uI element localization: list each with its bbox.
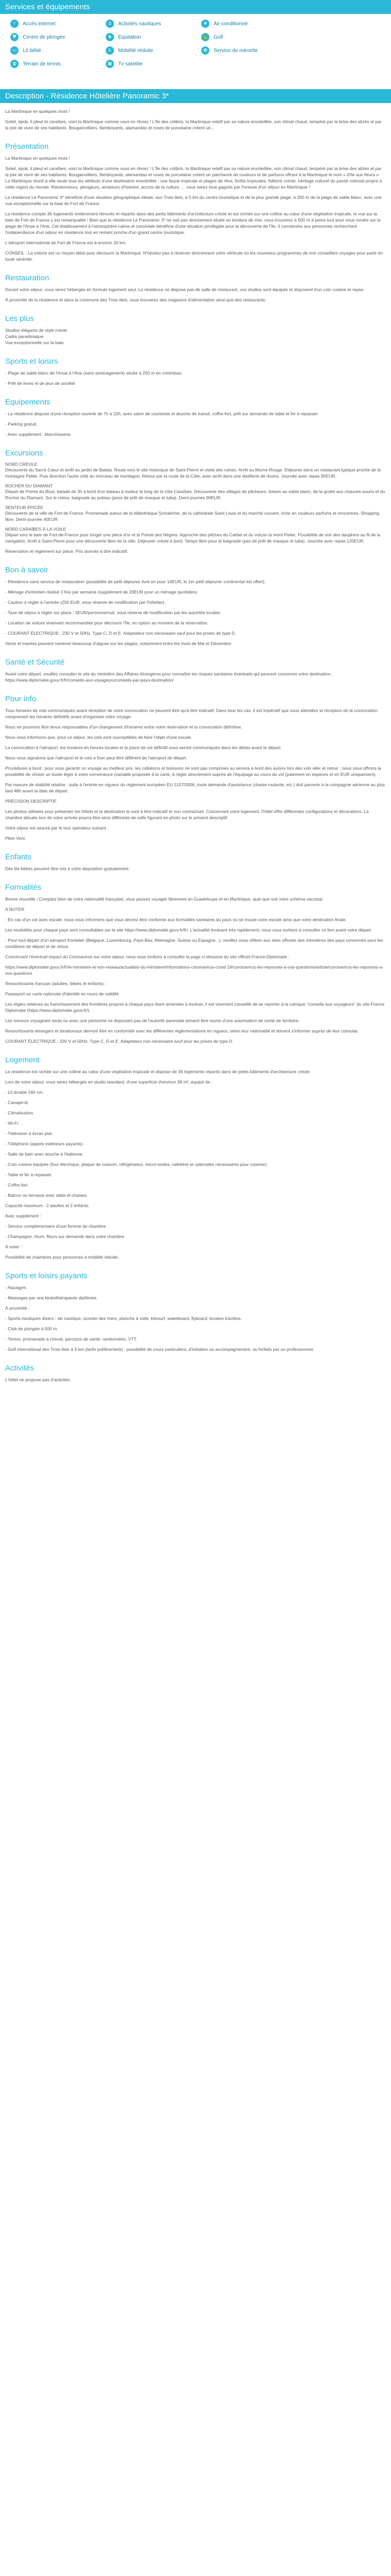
- info-paragraph: Tous horaires de vols communiqués avant réception de votre convocation ne peuvent être qu'à titre indicatif. Dans tous les cas, il est impératif que vous attendiez la réception de la convocation comprenant les horaires définitifs avant d'organiser votre voyage.: [5, 708, 378, 719]
- aircon-icon: ❄: [201, 20, 209, 28]
- excursions-section: [5, 462, 386, 554]
- logement-paragraph: - Balcon ou terrasse avec table et chaises.: [5, 1193, 88, 1198]
- equipment-item: [10, 19, 106, 28]
- excursion-heading: NORD CRÉOLE: [5, 462, 38, 467]
- equipements-title: Equipements: [5, 398, 51, 406]
- sports-payants-title: Sports et loisirs payants: [5, 1272, 88, 1280]
- equipment-label: Equitation: [118, 34, 141, 40]
- excursion-heading: NORD CARAÏBES À LA VOILE: [5, 527, 67, 532]
- formalites-paragraph: A NOTER: [5, 907, 25, 912]
- info-paragraph: Par mesure de stabilité relative : suite à l'entrée en vigueur du règlement européen EU 1107/2006, toute demande d'assistance (chaise roulante, etc.) doit parvenir à la compagnie aérienne au plus tard 48h avant la date de départ.: [5, 782, 385, 793]
- presentation-paragraph: CONSEIL : La voiture est un moyen idéal pour découvrir la Martinique. N'hésitez pas à réserver directement votre véhicule où les nouveaux programmes de nos conseillers voyages pour partir en toute sérénité.: [5, 250, 383, 262]
- housekeeping-icon: ✿: [201, 46, 209, 55]
- equipements-paragraph: - Parking gratuit.: [5, 421, 38, 427]
- sports_payants-paragraph: - Club de plongée à 500 m.: [5, 1326, 58, 1331]
- formalites-paragraph: - En cas d'un vol avec escale, nous vous informons que vous devrez être conforme aux formalités sanitaires du pays où se trouve votre escale ainsi que votre destination finale.: [5, 917, 347, 922]
- formalites-title: Formalités: [5, 883, 42, 892]
- activites-paragraph: L'hôtel ne propose pas d'activités.: [5, 1377, 71, 1382]
- logement-paragraph: - Téléphone (appels extérieurs payants).: [5, 1141, 84, 1146]
- logement-paragraph: - Télévision à écran plat.: [5, 1131, 53, 1136]
- equipment-item: [106, 19, 201, 28]
- bon-paragraph: - Ménage d'entretien réalisé 3 fois par semaine (supplément de 20EUR pour un ménage quotidien).: [5, 589, 198, 595]
- restauration-paragraph: À proximité de la résidence et dans la commune des Trois-Ilets, vous trouverez des magasins d'alimentation ainsi que des restaurants.: [5, 297, 267, 302]
- formalites-paragraph: Bonne nouvelle ! Comptez bien de votre nationalité française, vous pouvez voyager librement en Guadeloupe et en Martinique, quel que soit votre schéma vaccinal.: [5, 896, 324, 902]
- logement-paragraph: - Lit double 160 cm.: [5, 1090, 44, 1095]
- excursion-text: Réservation et règlement sur place. Prix donnés à titre indicatif.: [5, 549, 128, 554]
- intro-section: [5, 108, 386, 131]
- logement-paragraph: - Canapé-lit.: [5, 1100, 29, 1105]
- equipment-label: Accès internet: [23, 21, 56, 27]
- restauration-section: [5, 286, 386, 303]
- equipment-label: Service de ménette: [214, 47, 258, 54]
- formalites-paragraph: Ressortissants étrangers et binationaux devront être en conformité avec les différentes réglementations en vigueur, selon leur nationalité et doivent s'informer auprès de leur consulat.: [5, 1028, 359, 1033]
- intro-paragraph: La Martinique en quelques mots !: [5, 109, 70, 114]
- equipment-item: [106, 59, 201, 69]
- equipment-item: [201, 19, 297, 28]
- plus-item: Vue exceptionnelle sur la baie: [5, 340, 64, 345]
- logement-paragraph: Capacité maximum : 2 adultes et 2 enfants.: [5, 1203, 90, 1208]
- sports-title: Sports et loisirs: [5, 357, 58, 366]
- info-paragraph: Nous vous signalons que l'aéroport et le vols a fixer peut être différent de l'aéroport de départ.: [5, 755, 187, 760]
- logement-paragraph: - Wi-Fi.: [5, 1121, 20, 1126]
- equipements-paragraph: - Avec supplément : blanchisserie.: [5, 432, 72, 437]
- equipment-label: Centre de plongée: [23, 34, 66, 40]
- logement-paragraph: Possibilité de chambres pour personnes à mobilité réduite.: [5, 1255, 119, 1260]
- formalites-section: [5, 896, 386, 1044]
- equipment-list: [0, 14, 391, 78]
- description-content: [0, 103, 391, 1392]
- bon-paragraph: Vents et marées peuvent ramener beaucoup d'algues sur les plages, notamment entre les mois de Mai et Décembre.: [5, 641, 233, 646]
- formalites-paragraph: Les règles relatives au franchissement des frontières propres à chaque pays étant amenées à évoluer, il est vivement conseillé de se reporter à la rubrique "conseils aux voyageurs" du site France Diplomatie (https://www.diplomatie.gouv.fr/).: [5, 1002, 385, 1013]
- info-paragraph: Nous ne pourrons être tenus responsables d'un changement d'horaires entre votre réservation et la convocation définitive.: [5, 724, 242, 730]
- fitness-icon: ♥: [10, 33, 19, 41]
- logement-paragraph: À noter :: [5, 1244, 22, 1249]
- logement-paragraph: - Coffre-fort.: [5, 1182, 29, 1188]
- equipment-item: [10, 59, 106, 69]
- plus-item: Studios élégants de style créole: [5, 328, 68, 333]
- restauration-title: Restauration: [5, 274, 50, 282]
- activites-title: Activités: [5, 1364, 34, 1372]
- logement-paragraph: Avec supplément :: [5, 1213, 41, 1218]
- equipment-label: Terrain de tennis: [23, 61, 61, 67]
- info-paragraph: Procédures à bord : pour vous garantir un voyage au meilleur prix, les collations et boissons ne sont pas comprises au service à bord des avions lors des vols aller et retour ; nous vous offrons la possibilité de choisir un buste léger à votre convenance (variable proposée à la carte, à régler directement auprès de l'équipage au cours du vol (paiement en espèces et en EUR uniquement).: [5, 766, 381, 777]
- golf-icon: ⛳: [201, 33, 209, 41]
- bon-paragraph: - Taxe de séjour à régler sur place : 1EUR/personne/nuit, sous réserve de modification par les autorités locales.: [5, 610, 221, 615]
- excursion-heading: ROCHER DU DIAMANT: [5, 483, 53, 488]
- formalites-paragraph: https://www.diplomatie.gouv.fr/fr/le-ministere-et-son-reseau/actualites-du-ministere/informations-coronavirus-covid-19/coronavirus-les-reponses-a-vos-questions/article/coronavirus-les-reponses-a-vos-questions: [5, 964, 384, 976]
- plus-title: Les plus: [5, 314, 34, 323]
- logement-paragraph: - Champagne, rhum, fleurs sur demande dans votre chambre.: [5, 1234, 125, 1239]
- enfants-paragraph: Des lits bébés peuvent être mis à votre disposition gratuitement.: [5, 866, 130, 871]
- logement-paragraph: - Coin cuisine équipée (four électrique, plaque de cuisson, réfrigérateur, micro-ondes, cafetière et ustensiles nécessaires pour cuisiner).: [5, 1162, 268, 1167]
- logement-paragraph: La résidence est nichée sur une colline au cœur d'une végétation tropicale et dispose de 36 logements répartis dans de petits bâtiments d'architecture créole.: [5, 1069, 311, 1074]
- presentation-title: Présentation: [5, 142, 49, 151]
- equipment-label: Air conditionné: [214, 21, 248, 27]
- info-paragraph: Nous vous informons que, pour ce séjour, les vols sont susceptibles de faire l'objet d'une escale.: [5, 735, 192, 740]
- equipment-label: Golf: [214, 34, 223, 40]
- info-paragraph: Votre séjour est assuré par le tour opérateur suivant :: [5, 825, 109, 831]
- tennis-icon: ◍: [10, 60, 19, 68]
- info-title: Pour info: [5, 694, 37, 703]
- logement-paragraph: - Table et fer à repasser.: [5, 1172, 53, 1177]
- equipment-label: Tv satellite: [118, 61, 143, 67]
- equipements-paragraph: - La résidence dispose d'une réception ouverte de 7h à 22h, avec salon de courtoisie et douche de transit, coffre-fort, prêt sur demande de table et fer à repasser.: [5, 411, 319, 416]
- services-title: Services et équipements: [0, 0, 391, 14]
- sports-payants-section: [5, 1284, 386, 1352]
- equipment-item: [106, 32, 201, 42]
- equipment-label: Lit bébé: [23, 47, 41, 54]
- wifi-icon: ⌔: [10, 20, 19, 28]
- horse-icon: ♞: [106, 33, 114, 41]
- equipment-label: Mobilité réduite: [118, 47, 153, 54]
- info-section: [5, 707, 386, 841]
- bon-paragraph: - COURANT ÉLECTRIQUE : 230 V et 50Hz. Type C, D et E. Adaptateur non nécessaire sauf pour les prises de type D.: [5, 631, 236, 636]
- excursions-title: Excursions: [5, 449, 43, 457]
- formalites-paragraph: Passeport ou carte nationale d'identité en cours de validité.: [5, 991, 120, 996]
- equipment-label: Activités nautiques: [118, 21, 161, 27]
- sports_payants-paragraph: À proximité :: [5, 1306, 30, 1311]
- enfants-title: Enfants: [5, 853, 31, 861]
- enfants-section: [5, 866, 386, 872]
- sports-paragraph: - Plage de sable blanc de l'Anse à l'Ane (sans aménagement) située à 250 m en contrebas.: [5, 370, 183, 376]
- equipements-section: [5, 411, 386, 437]
- excursion-text: Départ vers le baie de Fort-de-France pour longer une pièce d'or et la Pointe des Nègres. Approche des pêches du Carbet et du volcan la mont Pelée. Possibilité de voir des dauphins au fil de la navigation. Arrêt à Saint-Pierre pour une découverte libre de la ville. Déjeuner créole à bord. Temps libre pour la baignade (pas de prêt de masque et tuba). Journée avec repas 120EUR.: [5, 532, 381, 544]
- equipment-item: [10, 46, 106, 55]
- formalites-paragraph: Les mineurs voyageant seuls ou avec une personne ne disposant pas de l'autorité parentale doivent être munis d'une autorisation de sortie de territoire.: [5, 1018, 300, 1023]
- bon-title: Bon à savoir: [5, 566, 48, 574]
- sports_payants-paragraph: - Sports nautiques divers : ski nautique, scooter des mers, planche à voile, kitesurf, wakeboard, flyboard, bouées tractées.: [5, 1316, 242, 1321]
- nautical-icon: ⚓: [106, 20, 114, 28]
- formalites-paragraph: Les modalités pour chaque pays sont consultables sur le site https://www.diplomatie.gouv.fr/fr/. L'actualité évoluant très rapidement, nous vous invitons à consulter ce lien avant votre départ.: [5, 927, 372, 933]
- info-paragraph: Les photos utilisées pour présenter les hôtels et la destination le sont à titre indicatif et non contractuel. Concernant votre logement, l'hôtel offre différentes configurations et décorations. La chambre allouée lors de votre arrivée pourra être ainsi différente de celle figurant en photo sur le présent descriptif.: [5, 809, 369, 820]
- sports_payants-paragraph: - Massages par une kinésithérapeute diplômée.: [5, 1295, 98, 1300]
- info-paragraph: La convocation à l'aéroport, les horaires en heures locales et la place de vol définitif vous seront communiqués dans les délais avant le départ.: [5, 745, 282, 750]
- bon-section: [5, 579, 386, 647]
- excursion-text: Départ de Pointe du Bout, balade de 3h à bord d'un bateau à moteur le long de la côte Caraïbes. Découverte des villages de pêcheurs, ilotsen au sable blanc, de la grotte aux chauves-souris et du Rocher du Diamant. Sur le retour, baignade au poteau (poss de prêt de masque et tuba). Demi-journée 90EUR.: [5, 489, 385, 500]
- accessibility-icon: ♿: [106, 46, 114, 55]
- equipment-item: [201, 46, 297, 55]
- sports-section: [5, 370, 386, 386]
- sports_payants-paragraph: - Tennis, promenade à cheval, parcours de santé, randonnées, VTT.: [5, 1336, 137, 1342]
- logement-section: [5, 1069, 386, 1260]
- equipment-item: [201, 32, 297, 42]
- formalites-paragraph: Ressortissants français (adultes, bébés et enfants) :: [5, 981, 106, 986]
- plus-list: [5, 327, 386, 346]
- formalites-paragraph: - Pour tout départ d'un aéroport frontalier (Belgique, Luxembourg, Pays-Bas, Allemagne, Suisse ou Espagne...), veuillez vous référer aux sites officiels des ministères des pays concernés pour les conditions de départ et de retour.: [5, 938, 383, 949]
- info-paragraph: Plein Vent: [5, 836, 25, 841]
- info-paragraph: PRÉCISION DESCRIPTIF: [5, 799, 57, 804]
- sante-paragraph: Avant votre départ, veuillez consulter le site du ministère des Affaires étrangères pour connaître les risques sanitaires éventuels qui peuvent concerner votre destination : https://www.diplomatie.gouv.fr/fr/conseils-aux-voyageurs/conseils-par-pays-destination/: [5, 671, 333, 683]
- presentation-paragraph: L'aéroport international de Fort de France est à environ 20 km.: [5, 240, 127, 245]
- logement-paragraph: Lors de votre séjour, vous serez hébergés en studio standard, d'une superficie d'environ 36 m², équipé de :: [5, 1079, 213, 1084]
- tv-icon: ▣: [106, 60, 114, 68]
- formalites-paragraph: Concernant l'éventuel impact du Coronavirus sur votre séjour, nous vous invitons à consulter la page ci-dessous du site officiel France.Diplomatie :: [5, 954, 290, 959]
- equipment-item: [106, 46, 201, 55]
- intro-paragraph: Soleil, épok, il pleut et caraïbes, voici la Martinique comme vous en rêviez ! L'île des colibris, la Martinique relatif par sa nature ensoleillée, son climat chaud, tempéré par la brise des alizés et par la joie de vivre de ses habitants. Bougainvilliers, flamboyants, alamandas et roses de porcelaine créent un...: [5, 119, 382, 130]
- presentation-section: [5, 155, 386, 262]
- excursion-text: Découverte du Sacré Cœur et arrêt au jardin de Balata. Route vers le site historique de Saint-Pierre et visite des ruines. Arrêt au Morne-Rouge. Déjeuner dans un restaurant typique proche de la montagne Pelée. Puis direction l'autre côté du morceau de montagne. Retour par la route de la Côte, avec arrêt dans une distillerie de rhums. Journée avec repas 95EUR.: [5, 467, 381, 479]
- sports_payants-paragraph: - Aquagym.: [5, 1285, 27, 1290]
- presentation-paragraph: La résidence compte 36 logements entièrement rénovés et répartis dans des petits bâtiments d'architecture créole et est nichée sur une colline au cœur d'une végétation tropicale, la vue sur la baie de Fort de France y est remarquable ! Bien que la résidence Le Panoramic 3* ne soit pas directement située en bordure de mer, vous trouverez à 500 m à peine tout pour vous rendre sur la plage de l'Anse à l'Ane. Cet établissement à l'atmosphère calme et conviviale bénéficie d'une situation privilégiée pour la découverte de l'île, il conviendra aux personnes recherchant l'indépendance d'un séjour en résidence tout en restant proche d'un grand centre touristique.: [5, 211, 381, 235]
- sante-section: [5, 671, 386, 683]
- logement-paragraph: - Salle de bain avec douche à l'italienne.: [5, 1151, 84, 1157]
- restauration-paragraph: Durant votre séjour, vous serez hébergés en formule logement seul. La résidence ne dispose pas de salle de restaurant, vos studios sont équipés et disposent d'un coin cuisine et repas.: [5, 287, 365, 292]
- logement-paragraph: - Climatisation.: [5, 1110, 35, 1115]
- logement-paragraph: - Service complémentaire d'une femme de chambre.: [5, 1224, 107, 1229]
- sports-paragraph: - Prêt de livres et de jeux de société.: [5, 381, 76, 386]
- bon-paragraph: - Résidence sans service de restauration (possibilité de petit déjeuner livré en pour 14EUR, le 1er petit déjeuner continental est offert).: [5, 579, 266, 584]
- presentation-paragraph: Soleil, épok, il pleut et caraïbes, voici la Martinique comme vous en rêviez ! L'île des colibris, la Martinique relatif par sa nature ensoleillée, son climat chaud, tempéré par la brise des alizés et par la joie de vivre de ses habitants. Bougainvilliers, flamboyants, alamandas et roses de porcelaine créent un patchwork de couleurs et de parfums offrant à la Martinique le nom « d'île aux fleurs ». La Martinique réunit à elle seule tous les attributs d'une destination ensoleillée : une faune tropicale et plages de rêve, forêts tropicales, folklore créole, héritage culturel du passé colonial propre à cette région du monde. Randonneurs, plongeurs, amateurs d'histoire, accros de la culture, ... vous serez tous gagnés par l'ivresse d'un séjour en Martinique !: [5, 166, 382, 190]
- bed-icon: ▭: [10, 46, 19, 55]
- equipment-grid: [5, 19, 386, 69]
- logement-title: Logement: [5, 1056, 40, 1064]
- presentation-paragraph: La résidence Le Panoramic 3* bénéficie d'une situation géographique idéale, aux Trois-Ilets, à 5 km du centre touristique et de la plus grande plage, à 200 m de la plage de sable blanc, avec une vue exceptionnelle sur la baie de Fort de France.: [5, 195, 382, 206]
- excursion-heading: SENTEUR ÉPICÉE: [5, 505, 44, 510]
- activites-section: [5, 1377, 386, 1383]
- excursion-text: Découverte de la ville de Fort de France. Promenade autour de la bibliothèque Schœlcher, de la cathédrale Saint Louis et du marché couvert, riche en couleurs parfums et rencontres. Shopping libre. Demi-journée 40EUR.: [5, 511, 380, 522]
- formalites-paragraph: COURANT ÉLECTRIQUE : 230 V et 50Hz. Type C, D et E. Adaptateur non nécessaire sauf pour les prises de type D.: [5, 1039, 234, 1044]
- equipment-item: [10, 32, 106, 42]
- plus-item: Cadre paradisiaque: [5, 334, 44, 339]
- sante-title: Santé et Sécurité: [5, 658, 65, 667]
- presentation-paragraph: La Martinique en quelques mots !: [5, 156, 70, 161]
- sports_payants-paragraph: - Golf international des Trois-Ilets à 3 km (tarifs préférentiels) : possibilité de cours particuliers, d'initiation ou accompagnement, au forfaits par un professionnel.: [5, 1347, 314, 1352]
- bon-paragraph: - Caution à régler à l'arrivée (250 EUR, sous réserve de modification par l'hôtelier).: [5, 600, 166, 605]
- description-title: Description - Résidence Hôtelière Panoramic 3*: [0, 89, 391, 103]
- bon-paragraph: - Location de voiture vivement recommandée pour découvrir l'île, en option au moment de la réservation.: [5, 620, 208, 625]
